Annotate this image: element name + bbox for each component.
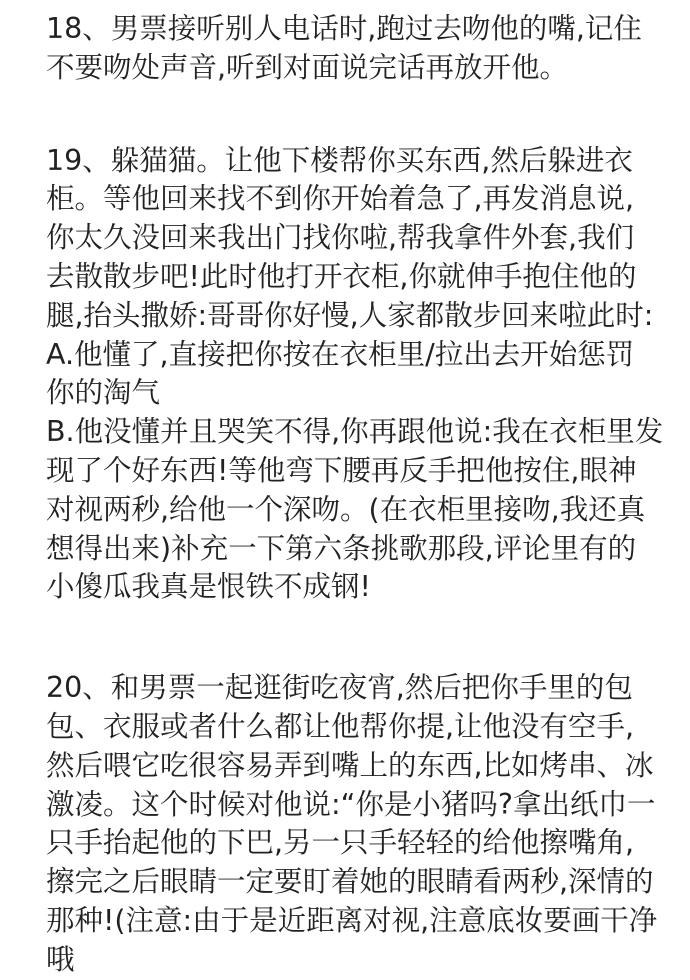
text-line: 现了个好东西!等他弯下腰再反手把他按住,眼神 bbox=[46, 453, 637, 487]
text-line: 那种!(注意:由于是近距离对视,注意底妆要画干净 bbox=[46, 903, 658, 937]
text-line: 对视两秒,给他一个深吻。(在衣柜里接吻,我还真 bbox=[46, 492, 646, 526]
text-line: B.他没懂并且哭笑不得,你再跟他说:我在衣柜里发 bbox=[46, 415, 664, 449]
paragraph-20 bbox=[46, 669, 676, 976]
text-line: 腿,抬头撒娇:哥哥你好慢,人家都散步回来啦此时: bbox=[46, 298, 654, 332]
text-line: 只手抬起他的下巴,另一只手轻轻的给他擦嘴角, bbox=[46, 826, 635, 860]
text-line: 想得出来)补充一下第六条挑歌那段,评论里有的 bbox=[46, 531, 637, 565]
paragraph-gap bbox=[46, 88, 676, 142]
paragraph-19 bbox=[46, 142, 676, 608]
text-line: 柜。等他回来找不到你开始着急了,再发消息说, bbox=[46, 182, 635, 216]
text-line: 小傻瓜我真是恨铁不成钢! bbox=[46, 570, 371, 604]
text-line: 不要吻处声音,听到对面说完话再放开他。 bbox=[46, 50, 569, 84]
text-line: 18、男票接听别人电话时,跑过去吻他的嘴,记住 bbox=[46, 12, 642, 45]
paragraph-18 bbox=[46, 10, 676, 88]
text-line: 你太久没回来我出门找你啦,帮我拿件外套,我们 bbox=[46, 221, 635, 255]
text-line-partial: 哦 bbox=[46, 942, 75, 976]
text-line: 包、衣服或者什么都让他帮你提,让他没有空手, bbox=[46, 709, 635, 743]
text-line: 去散散步吧!此时他打开衣柜,你就伸手抱住他的 bbox=[46, 259, 637, 293]
text-line: 擦完之后眼睛一定要盯着她的眼睛看两秒,深情的 bbox=[46, 865, 654, 899]
text-line: 19、躲猫猫。让他下楼帮你买东西,然后躲进衣 bbox=[46, 143, 633, 177]
text-line: 然后喂它吃很容易弄到嘴上的东西,比如烤串、冰 bbox=[46, 748, 654, 782]
text-line: 20、和男票一起逛街吃夜宵,然后把你手里的包 bbox=[46, 671, 633, 705]
document-body bbox=[46, 10, 676, 976]
text-line: A.他懂了,直接把你按在衣柜里/拉出去开始惩罚 bbox=[46, 337, 635, 371]
text-line: 激凌。这个时候对他说:“你是小猪吗?拿出纸巾一 bbox=[46, 787, 656, 821]
text-line: 你的淘气 bbox=[46, 376, 161, 410]
paragraph-gap bbox=[46, 607, 676, 669]
